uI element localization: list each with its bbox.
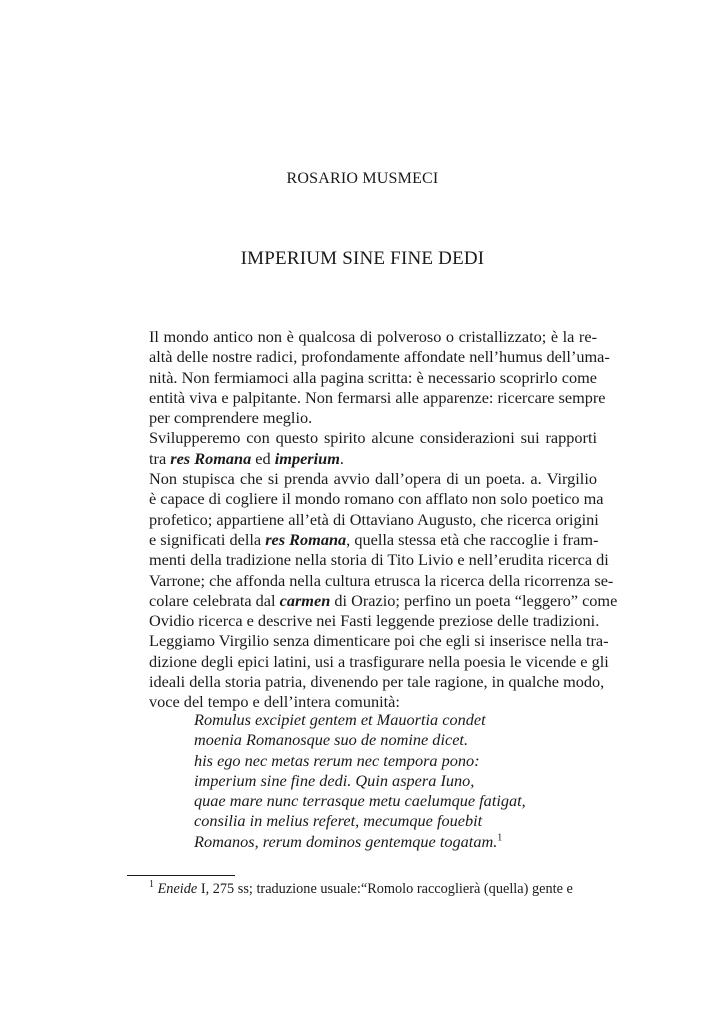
body-text <box>127 327 618 713</box>
text-segment: nità. Non fermiamoci alla pagina scritta: è necessario scoprirlo come <box>149 367 597 387</box>
text-line <box>127 672 605 692</box>
text-segment: , quella stessa età che raccoglie i fram- <box>346 529 599 549</box>
footnote-work-title: Eneide <box>157 881 198 897</box>
text-line <box>127 489 604 509</box>
emphasis-term: res Romana <box>265 529 347 549</box>
text-line <box>127 368 597 388</box>
verse-line <box>194 771 526 791</box>
verse-line <box>194 791 526 811</box>
text-segment: Svilupperemo con questo spirito alcune considerazioni sui rapporti <box>149 428 597 448</box>
text-line <box>127 590 618 611</box>
text-line <box>127 570 614 591</box>
verse-text: moenia Romanosque suo de nomine dicet. <box>194 730 469 750</box>
text-segment: ed <box>251 448 275 468</box>
text-segment: menti della tradizione nella storia di Tito Livio e nell’erudita ricerca di <box>149 550 609 570</box>
text-line <box>127 651 609 672</box>
text-line <box>127 530 597 550</box>
verse-text: Romanos, rerum dominos gentemque togatam. <box>194 831 498 851</box>
text-segment: entità viva e palpitante. Non fermarsi alle apparenze: ricercare sempre <box>149 387 606 407</box>
verse-text: Romulus excipiet gentem et Mauortia condet <box>194 710 486 729</box>
text-line <box>127 550 609 570</box>
chapter-title: IMPERIUM SINE FINE DEDI <box>240 248 485 269</box>
text-segment: voce del tempo e dell’intera comunità: <box>149 692 400 712</box>
verse-line <box>194 710 526 730</box>
verse-line <box>194 751 526 771</box>
text-line <box>127 408 597 428</box>
text-line <box>127 327 597 347</box>
text-line <box>127 347 610 367</box>
emphasis-term: imperium <box>274 448 340 468</box>
footnote-separator <box>127 875 235 876</box>
paragraph <box>127 428 597 469</box>
text-segment: Varrone; che affonda nella cultura etrusca la ricerca della ricorrenza se- <box>149 570 614 590</box>
text-line <box>127 510 597 530</box>
text-line <box>127 611 600 631</box>
author-name: ROSARIO MUSMECI <box>286 170 439 187</box>
text-line <box>127 428 597 448</box>
text-segment: dizione degli epici latini, usi a trasfigurare nella poesia le vicende e gli <box>149 651 609 671</box>
footnote-reference: 1 <box>497 832 503 844</box>
verse-text: consilia in melius referet, mecumque fouebit <box>194 811 483 831</box>
text-segment: altà delle nostre radici, profondamente affondate nell’humus dell’uma- <box>149 347 610 367</box>
footnote-text: I, 275 ss; traduzione usuale:“Romolo raccoglierà (quella) gente e <box>197 881 573 897</box>
verse-text: imperium sine fine dedi. Quin aspera Iuno, <box>194 770 475 790</box>
text-line <box>127 387 606 408</box>
text-line <box>127 449 597 469</box>
paragraph <box>127 469 618 713</box>
paragraph <box>127 327 610 428</box>
text-segment: . <box>339 448 344 468</box>
text-segment: è capace di cogliere il mondo romano con afflato non solo poetico ma <box>149 489 604 509</box>
emphasis-term: carmen <box>279 590 331 610</box>
text-segment: ideali della storia patria, divenendo per tale ragione, in qualche modo, <box>149 672 605 692</box>
latin-verse-quotation <box>194 710 526 852</box>
verse-line <box>194 811 526 831</box>
text-line <box>127 631 609 651</box>
emphasis-term: res Romana <box>170 448 252 468</box>
text-segment: colare celebrata dal <box>149 590 280 610</box>
verse-text: his ego nec metas rerum nec tempora pono: <box>194 750 480 770</box>
text-segment: profetico; appartiene all’età di Ottaviano Augusto, che ricerca origini <box>149 509 599 529</box>
footnote <box>149 880 597 898</box>
text-segment: Non stupisca che si prenda avvio dall’opera di un poeta. a. Virgilio <box>149 469 597 489</box>
verse-line <box>194 730 526 750</box>
text-segment: di Orazio; perfino un poeta “leggero” come <box>330 590 618 610</box>
text-segment: Il mondo antico non è qualcosa di polveroso o cristallizzato; è la re- <box>149 327 597 346</box>
verse-line <box>194 832 526 852</box>
text-segment: Leggiamo Virgilio senza dimenticare poi che egli si inserisce nella tra- <box>149 631 609 651</box>
verse-text: quae mare nunc terrasque metu caelumque fatigat, <box>194 791 526 811</box>
text-segment: Ovidio ricerca e descrive nei Fasti leggende preziose delle tradizioni. <box>149 611 600 631</box>
text-line <box>127 469 597 489</box>
text-segment: per comprendere meglio. <box>149 408 313 428</box>
footnote-number: 1 <box>149 879 154 891</box>
text-segment: tra <box>149 448 171 468</box>
text-segment: e significati della <box>149 529 266 549</box>
